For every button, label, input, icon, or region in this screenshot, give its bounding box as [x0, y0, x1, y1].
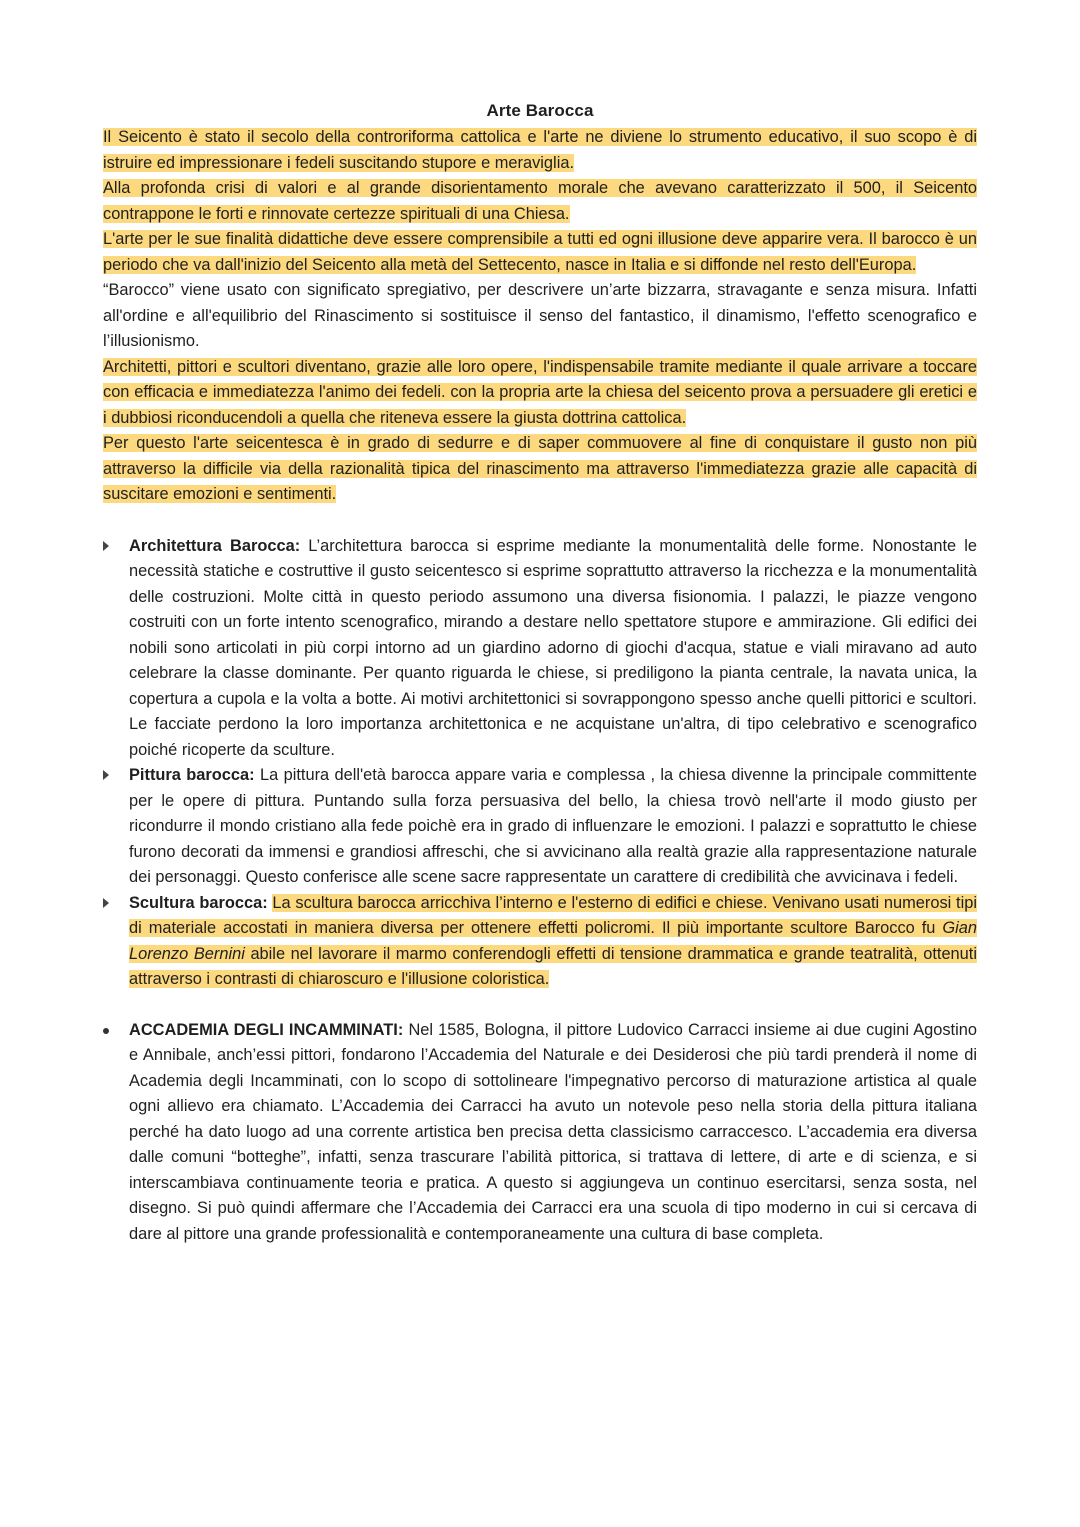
item-heading: ACCADEMIA DEGLI INCAMMINATI: — [129, 1020, 404, 1039]
intro-paragraph — [103, 227, 977, 278]
triangle-bullet-icon — [103, 770, 109, 780]
intro-paragraph — [103, 355, 977, 432]
intro-paragraph — [103, 431, 977, 508]
item-text: Nel 1585, Bologna, il pittore Ludovico Carracci insieme ai due cugini Agostino e Annibale, anch’essi pittori, fondarono l’Accademia del Naturale e dei Desiderosi che più tardi prenderà il nome di Academia degli Incamminati, con lo scopo di sottolineare l'impegnativo percorso di maturazione artistica al quale ogni allievo era chiamato. L’Accademia dei Carracci ha avuto un notevole peso nella storia della pittura italiana perché ha dato luogo ad una corrente artistica ben precisa detta classicismo carraccesco. L’accademia era diversa dalle comuni “botteghe”, infatti, senza trascurare l’abilità pittorica, si trattava di lettere, di arte e di scienza, e si interscambiava continuamente teoria e pratica. A questo si aggiungeva un continuo esercitarsi, senza sosta, nel disegno. Si può quindi affermare che l’Accademia dei Carracci era una scuola di tipo moderno in cui si cercava di dare al pittore una grande professionalità e contemporaneamente una cultura di base completa. — [129, 1020, 977, 1243]
highlighted-text: Per questo l'arte seicentesca è in grado di sedurre e di saper commuovere al fine di conquistare il gusto non più attraverso la difficile via della razionalità tipica del rinascimento ma attraverso l'immediatezza grazie alle capacità di suscitare emozioni e sentimenti. — [103, 434, 977, 503]
list-item-scultura — [103, 891, 977, 993]
highlighted-text: L'arte per le sue finalità didattiche deve essere comprensibile a tutti ed ogni illusione deve apparire vera. Il barocco è un periodo che va dall'inizio del Seicento alla metà del Settecento, nasce in Italia e si diffonde nel resto dell'Europa. — [103, 230, 977, 274]
item-heading: Scultura barocca: — [129, 893, 268, 912]
intro-paragraph — [103, 176, 977, 227]
intro-section — [103, 125, 977, 508]
art-forms-list — [103, 534, 977, 993]
list-item-pittura — [103, 763, 977, 891]
triangle-bullet-icon — [103, 898, 109, 908]
intro-paragraph — [103, 125, 977, 176]
item-heading: Pittura barocca: — [129, 766, 255, 784]
highlighted-text: Il Seicento è stato il secolo della controriforma cattolica e l'arte ne diviene lo strumento educativo, il suo scopo è di istruire ed impressionare i fedeli suscitando stupore e meraviglia. — [103, 128, 977, 172]
list-item-accademia — [103, 1018, 977, 1248]
highlighted-text: Architetti, pittori e scultori diventano, grazie alle loro opere, l'indispensabile tramite mediante il quale arrivare a toccare con efficacia e immediatezza l'animo dei fedeli. con la propria arte la chiesa del seicento prova a persuadere gli eretici e i dubbiosi riconducendoli a quella che riteneva essere la giusta dottrina cattolica. — [103, 357, 977, 427]
list-item-architettura — [103, 534, 977, 764]
document-title: Arte Barocca — [486, 101, 594, 120]
highlighted-text: Alla profonda crisi di valori e al grande disorientamento morale che avevano caratterizzato il 500, il Seicento contrappone le forti e rinnovate certezze spirituali di una Chiesa. — [103, 179, 977, 223]
item-text: L’architettura barocca si esprime mediante la monumentalità delle forme. Nonostante le necessità statiche e costruttive il gusto seicentesco si esprime soprattutto attraverso la ricchezza e la monumentalità delle costruzioni. Molte città in questo periodo assumono una diversa fisionomia. I palazzi, le piazze vengono costruiti con un forte intento scenografico, mirando a destare nello spettatore stupore e ammirazione. Gli edifici dei nobili sono articolati in più corpi intorno ad un giardino adorno di giochi d'acqua, statue e viali miravano ad auto celebrare la classe dominante. Per quanto riguarda le chiese, si prediligono la pianta centrale, la navata unica, la copertura a cupola e la volta a botte. Ai motivi architettonici si sovrappongono spesso anche quelli pittorici e scultori. Le facciate perdono la loro importanza architettonica e ne acquistane un'altra, di tipo celebrativo e scenografico poiché ricoperte da sculture. — [129, 536, 977, 759]
triangle-bullet-icon — [103, 541, 109, 551]
item-text: La pittura dell'età barocca appare varia e complessa , la chiesa divenne la principale committente per le opere di pittura. Puntando sulla forza persuasiva del bello, la chiesa trovò nell'arte il modo giusto per ricondurre il mondo cristiano alla fede poichè era in grado di influenzare le emozioni. I palazzi e soprattutto le chiese furono decorati da immensi e grandiosi affreschi, che si avvicinano alla realtà grazie alla rappresentazione naturale dei personaggi. Questo conferisce alle scene sacre rappresentate un carattere di credibilità che avvicinava i fedeli. — [129, 766, 977, 886]
item-heading: Architettura Barocca: — [129, 536, 301, 555]
intro-paragraph: “Barocco” viene usato con significato spregiativo, per descrivere un’arte bizzarra, stravagante e senza misura. Infatti all'ordine e all'equilibrio del Rinascimento si sostituisce il senso del fantastico, il dinamismo, l'effetto scenografico e l’illusionismo. — [103, 281, 977, 350]
artist-name: Gian Lorenzo Bernini — [129, 919, 977, 963]
highlighted-text: La scultura barocca arricchiva l’interno e l'esterno di edifici e chiese. Venivano usati numerosi tipi di materiale accostati in maniera diversa per ottenere effetti policromi. Il più importante scultore Barocco fu Gian Lorenzo Bernini abile nel lavorare il marmo conferendogli effetti di tensione drammatica e grande teatralità, ottenuti attraverso i contrasti di chiaroscuro e l'illusione coloristica. — [129, 893, 977, 988]
round-bullet-icon — [103, 1028, 109, 1034]
